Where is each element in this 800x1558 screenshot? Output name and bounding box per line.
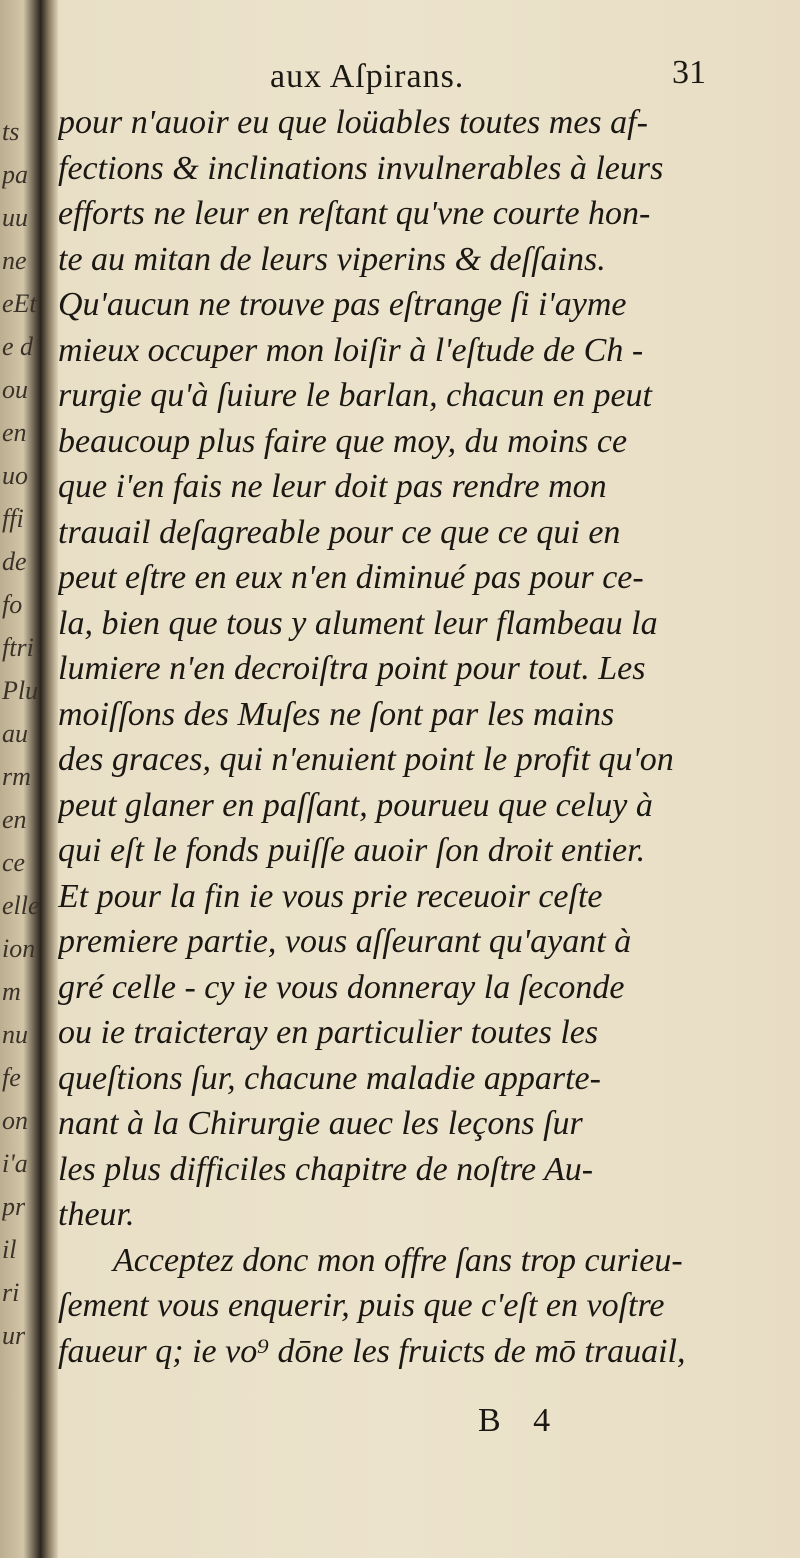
- text-line: efforts ne leur en reſtant qu'vne courte hon-: [58, 195, 651, 232]
- text-line: fections & inclinations invulnerables à leurs: [58, 149, 664, 187]
- text-line: Et pour la fin ie vous prie receuoir ceſte: [58, 877, 603, 915]
- signature-mark: B 4: [478, 1402, 563, 1439]
- text-line: les plus difficiles chapitre de noſtre Au-: [58, 1150, 594, 1188]
- page-number: 31: [672, 54, 706, 91]
- text-line: la, bien que tous y alument leur flambeau la: [58, 604, 658, 642]
- text-line: nant à la Chirurgie auec les leçons ſur: [58, 1105, 583, 1142]
- bleed-fragment: il: [2, 1235, 17, 1264]
- bleed-fragment: elle: [2, 891, 40, 920]
- bleed-fragment: uo: [2, 461, 28, 490]
- bleed-fragment: nu: [2, 1020, 28, 1049]
- bleed-fragment: en: [2, 418, 27, 447]
- text-line: des graces, qui n'enuient point le profit qu'on: [58, 741, 674, 778]
- bleed-fragment: pa: [2, 160, 28, 189]
- text-line: peut glaner en paſſant, pourueu que celuy à: [58, 786, 653, 824]
- bleed-fragment: m: [2, 977, 21, 1006]
- bleed-fragment: ts: [2, 117, 20, 146]
- bleed-fragment: en: [2, 805, 27, 834]
- text-line: theur.: [58, 1196, 135, 1233]
- bleed-fragment: Plu: [2, 676, 39, 705]
- bleed-fragment: on: [2, 1106, 28, 1135]
- bleed-fragment: ne: [2, 246, 27, 275]
- text-line: ſement vous enquerir, puis que c'eſt en voſtre: [58, 1287, 665, 1324]
- text-line: lumiere n'en decroiſtra point pour tout. Les: [58, 650, 646, 687]
- text-line: qui eſt le fonds puiſſe auoir ſon droit entier.: [58, 832, 646, 869]
- text-line: pour n'auoir eu que loüables toutes mes af-: [58, 104, 648, 141]
- bleed-fragment: au: [2, 719, 28, 748]
- bleed-fragment: ce: [2, 848, 26, 877]
- bleed-fragment: ftri: [2, 633, 34, 662]
- body-text: [58, 100, 718, 1374]
- bleed-fragment: uu: [2, 203, 28, 232]
- bleed-fragment: eEt: [2, 289, 37, 318]
- text-line: te au mitan de leurs viperins & deſſains.: [58, 240, 606, 278]
- bleed-fragment: pr: [2, 1192, 26, 1221]
- bleed-fragment: ion: [2, 934, 36, 963]
- text-line: moiſſons des Muſes ne ſont par les mains: [58, 695, 615, 733]
- text-line: Acceptez donc mon offre ſans trop curieu-: [113, 1241, 683, 1279]
- text-line: premiere partie, vous aſſeurant qu'ayant à: [58, 923, 632, 960]
- text-line: que i'en fais ne leur doit pas rendre mon: [58, 468, 607, 505]
- bleed-fragment: ri: [2, 1278, 20, 1307]
- bleed-fragment: fe: [2, 1063, 21, 1092]
- text-line: rurgie qu'à ſuiure le barlan, chacun en peut: [58, 377, 652, 414]
- text-line: faueur q; ie vo⁹ dōne les fruicts de mō trauail,: [58, 1332, 686, 1370]
- text-line: mieux occuper mon loiſir à l'eſtude de Ch -: [58, 331, 644, 369]
- text-line: queſtions ſur, chacune maladie apparte-: [58, 1059, 601, 1097]
- bleed-fragment: fo: [2, 590, 23, 619]
- text-line: peut eſtre en eux n'en diminué pas pour ce-: [58, 559, 644, 596]
- bleed-fragment: rm: [2, 762, 31, 791]
- bleed-fragment: ffi: [2, 504, 24, 533]
- text-line: ou ie traicteray en particulier toutes les: [58, 1014, 599, 1051]
- bleed-fragment: de: [2, 547, 27, 576]
- text-line: beaucoup plus faire que moy, du moins ce: [58, 422, 628, 460]
- text-line: Qu'aucun ne trouve pas eſtrange ſi i'ayme: [58, 286, 627, 323]
- bleed-fragment: ur: [2, 1321, 26, 1350]
- text-line: trauail deſagreable pour ce que ce qui en: [58, 513, 621, 551]
- bleed-fragment: e d: [2, 332, 34, 361]
- facing-page-bleed: [2, 110, 42, 1357]
- bleed-fragment: i'a: [2, 1149, 28, 1178]
- running-header: aux Aſpirans.: [270, 58, 465, 95]
- bleed-fragment: ou: [2, 375, 28, 404]
- text-line: gré celle - cy ie vous donneray la ſeconde: [58, 968, 625, 1006]
